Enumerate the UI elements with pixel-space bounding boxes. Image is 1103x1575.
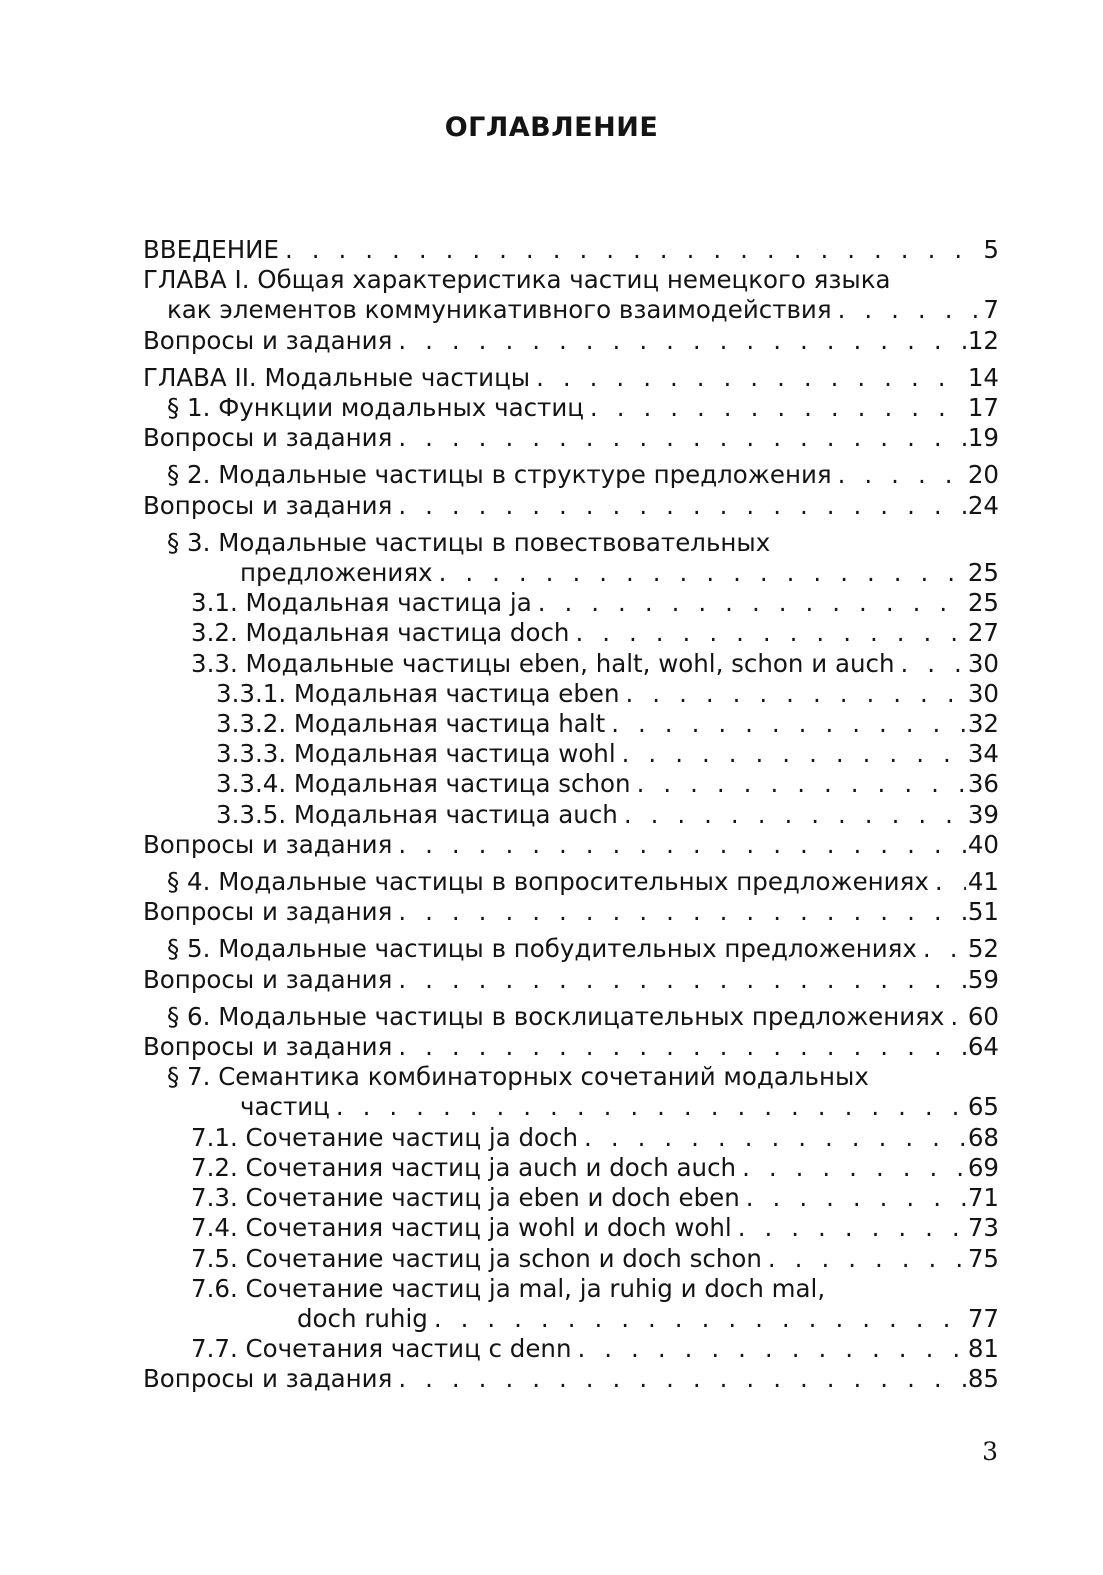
toc-entry-title: 7.7. Сочетания частиц с denn [191,1334,572,1364]
toc-entry-page: 25 [967,588,999,618]
toc-entry-title: Вопросы и задания [143,423,393,453]
toc-entry-title: Вопросы и задания [143,325,393,355]
toc-entry [143,1244,999,1274]
dot-leader [935,867,966,897]
toc-entry-page: 40 [967,829,999,859]
toc-entry-page: 68 [967,1122,999,1152]
toc-entry-title: 3.3.3. Модальная частица wohl [216,739,616,769]
toc-entry-title: Вопросы и задания [143,1032,393,1062]
toc-entry [143,1002,999,1032]
toc-entry [143,1334,999,1364]
toc-entry-page: 52 [967,934,999,964]
toc-entry [143,679,999,709]
toc-entry-page: 71 [967,1183,999,1213]
toc-entry-title: § 2. Модальные частицы в структуре предложения [167,460,832,490]
toc-entry-title: § 6. Модальные частицы в восклицательных предложениях [167,1001,945,1031]
toc-entry-title: ВВЕДЕНИЕ [143,235,279,264]
dot-leader [611,709,966,739]
dot-leader [398,1032,965,1062]
toc-entry-page: 77 [967,1303,999,1333]
toc-entry-page: 20 [967,460,999,490]
toc-entry [143,1274,999,1334]
toc-entry-page: 36 [967,769,999,799]
toc-entry-title: doch ruhig [297,1303,428,1333]
toc-entry-page: 14 [967,362,999,392]
toc-entry-page: 73 [967,1213,999,1243]
dot-leader [285,235,981,265]
toc-entry-page: 59 [967,964,999,994]
toc-entry-title: ГЛАВА II. Модальные частицы [143,362,531,392]
toc-entry [143,1032,999,1062]
toc-entry [143,934,999,964]
toc-entry [143,460,999,490]
dot-leader [398,830,965,860]
toc-entry [143,830,999,860]
toc-entry-title: § 5. Модальные частицы в побудительных предложениях [167,934,917,964]
toc-entry-page: 41 [967,867,999,897]
toc-entry-page: 19 [967,423,999,453]
toc-entry-title: предложениях [240,558,433,588]
toc-entry-title: 3.2. Модальная частица doch [191,618,570,648]
toc-entry-page: 34 [967,739,999,769]
dot-leader [398,965,965,995]
toc-entry [143,1183,999,1213]
toc-entry-page: 51 [967,897,999,927]
toc-entry-page: 25 [967,558,999,588]
toc-entry [143,800,999,830]
toc-entry-page: 27 [967,618,999,648]
toc-entry [143,867,999,897]
dot-leader [398,491,965,521]
dot-leader [439,558,966,588]
toc-entry [143,769,999,799]
toc-entry-title: 3.3.5. Модальная частица auch [216,799,618,829]
toc-entry-page: 65 [967,1092,999,1122]
dot-leader [637,769,966,799]
toc-entry-page: 32 [967,709,999,739]
toc-entry-title: 7.5. Сочетание частиц ja schon и doch schon [191,1243,762,1273]
toc-entry [143,739,999,769]
toc-entry-title: Вопросы и задания [143,1364,393,1394]
toc-entry [143,393,999,423]
dot-leader [838,460,966,490]
toc-entry-title: 7.3. Сочетание частиц ja eben и doch eben [191,1183,740,1213]
toc-entry-title: 3.3. Модальные частицы eben, halt, wohl, schon и auch [191,648,895,678]
toc-entry-page: 75 [967,1243,999,1273]
toc-entry-title: 3.3.1. Модальная частица eben [216,678,620,708]
toc-entry [143,709,999,739]
toc-entry [143,649,999,679]
dot-leader [590,393,966,423]
dot-leader [738,1213,966,1243]
toc-entry-title: Вопросы и задания [143,964,393,994]
toc-entry [143,363,999,393]
toc-entry [143,1062,999,1122]
dot-leader [398,326,965,356]
toc-entry [143,618,999,648]
toc-entry [143,326,999,356]
dot-leader [584,1123,966,1153]
toc-entry-title: § 7. Семантика комбинаторных сочетаний модальных [167,1062,869,1092]
dot-leader [575,618,965,648]
toc-entry [143,423,999,453]
toc-entry-title: 3.3.2. Модальная частица halt [216,709,606,739]
toc-entry [143,235,999,265]
dot-leader [768,1244,966,1274]
toc-entry [143,491,999,521]
dot-leader [624,800,966,830]
toc-entry-page: 30 [967,678,999,708]
toc-entry-title: частиц [240,1092,330,1122]
toc-entry-title: 7.6. Сочетание частиц ja mal, ja ruhig и doch mal, [191,1273,826,1303]
toc-entry-title: как элементов коммуникативного взаимодействия [167,295,832,325]
toc-entry-page: 39 [967,799,999,829]
toc-entry-title: 7.2. Сочетания частиц ja auch и doch auch [191,1152,737,1182]
toc-entry-page: 64 [967,1032,999,1062]
toc-entry-title: 7.1. Сочетание частиц ja doch [191,1122,579,1152]
toc-entry [143,897,999,927]
toc-entry [143,1153,999,1183]
page-number: 3 [982,1437,998,1466]
toc-entry-title: § 3. Модальные частицы в повествовательных [167,527,771,557]
dot-leader [336,1092,966,1122]
toc-entry-page: 17 [967,393,999,423]
toc-entry-page: 24 [967,490,999,520]
toc-entry-title: Вопросы и задания [143,897,393,927]
dot-leader [746,1183,966,1213]
toc-entry-title: ГЛАВА I. Общая характеристика частиц немецкого языка [143,265,891,295]
dot-leader [950,1002,965,1032]
toc-entry-title: Вопросы и задания [143,829,393,859]
dot-leader [578,1334,966,1364]
toc-entry [143,1123,999,1153]
toc-entry [143,965,999,995]
toc-entry-title: 3.1. Модальная частица ja [191,588,532,618]
dot-leader [434,1304,966,1334]
dot-leader [538,588,966,618]
toc-entry-page: 7 [983,295,999,325]
toc-entry [143,265,999,325]
toc-entry-page: 69 [967,1152,999,1182]
toc-entry [143,1213,999,1243]
toc-entry [143,528,999,588]
toc-entry-page: 12 [967,325,999,355]
dot-leader [901,649,966,679]
toc-entry-title: Вопросы и задания [143,490,393,520]
dot-leader [622,739,966,769]
dot-leader [838,295,982,325]
toc-entry-page: 85 [967,1364,999,1394]
toc-entry-page: 30 [967,648,999,678]
dot-leader [626,679,966,709]
toc-entry-page: 5 [983,235,999,264]
dot-leader [398,423,965,453]
page-title: ОГЛАВЛЕНИЕ [444,112,659,143]
toc-entry [143,1364,999,1394]
dot-leader [536,363,966,393]
toc-entry [143,588,999,618]
dot-leader [923,934,966,964]
toc-entry-title: § 4. Модальные частицы в вопросительных предложениях [167,867,929,897]
dot-leader [398,1364,965,1394]
toc-entry-title: 7.4. Сочетания частиц ja wohl и doch wohl [191,1213,732,1243]
toc-entry-page: 81 [967,1334,999,1364]
toc-entry-page: 60 [967,1001,999,1031]
toc-entry-title: § 1. Функции модальных частиц [167,393,584,423]
dot-leader [742,1153,966,1183]
table-of-contents [143,235,999,1395]
toc-entry-title: 3.3.4. Модальная частица schon [216,769,631,799]
dot-leader [398,897,965,927]
